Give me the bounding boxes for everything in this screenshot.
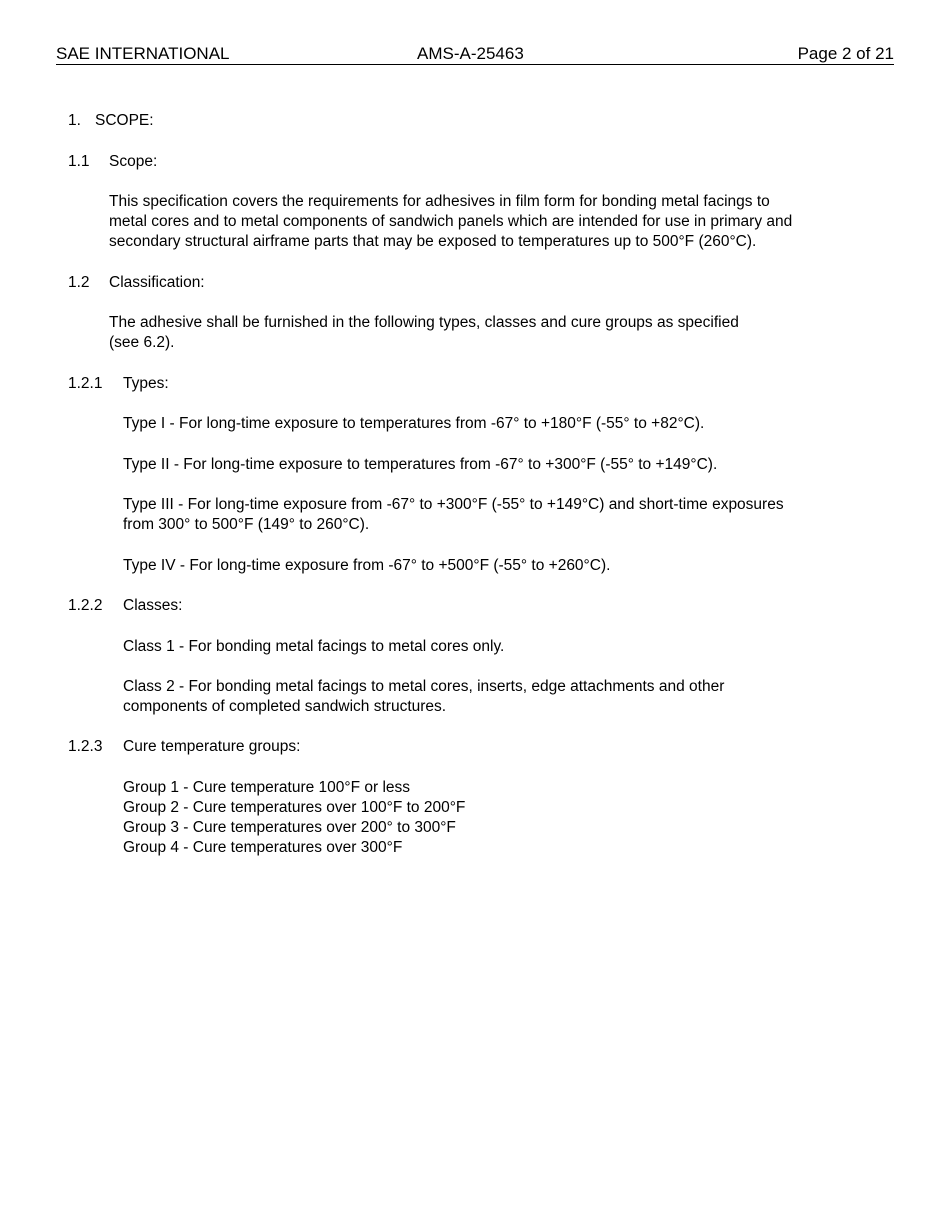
type-3-line: Type III - For long-time exposure from -67° to +300°F (-55° to +149°C) and short-time exposures bbox=[123, 496, 784, 513]
section-1-2-title: Classification: bbox=[109, 274, 205, 291]
header-organization: SAE INTERNATIONAL bbox=[56, 44, 230, 63]
type-3-line: from 300° to 500°F (149° to 260°C). bbox=[123, 516, 370, 533]
cure-groups-list bbox=[123, 778, 868, 858]
scope-line: secondary structural airframe parts that may be exposed to temperatures up to 500°F (260°C). bbox=[109, 233, 757, 250]
class-2-line: Class 2 - For bonding metal facings to metal cores, inserts, edge attachments and other bbox=[123, 678, 725, 695]
type-3-text bbox=[123, 495, 868, 535]
class-1-text: Class 1 - For bonding metal facings to metal cores only. bbox=[123, 638, 505, 655]
section-1-2-1-number: 1.2.1 bbox=[68, 375, 103, 392]
classification-line: (see 6.2). bbox=[109, 334, 175, 351]
section-1-title: SCOPE: bbox=[95, 112, 154, 129]
classification-paragraph bbox=[109, 313, 879, 353]
cure-group-item: Group 4 - Cure temperatures over 300°F bbox=[123, 839, 403, 856]
class-2-text bbox=[123, 677, 868, 717]
type-4-text: Type IV - For long-time exposure from -67° to +500°F (-55° to +260°C). bbox=[123, 557, 611, 574]
section-1-2-number: 1.2 bbox=[68, 274, 90, 291]
scope-line: metal cores and to metal components of sandwich panels which are intended for use in primary and bbox=[109, 213, 793, 230]
type-2-text: Type II - For long-time exposure to temperatures from -67° to +300°F (-55° to +149°C). bbox=[123, 456, 718, 473]
section-1-2-2-title: Classes: bbox=[123, 597, 183, 614]
section-1-2-2-number: 1.2.2 bbox=[68, 597, 103, 614]
section-1-1-number: 1.1 bbox=[68, 153, 90, 170]
cure-group-item: Group 2 - Cure temperatures over 100°F to 200°F bbox=[123, 799, 466, 816]
scope-line: This specification covers the requirements for adhesives in film form for bonding metal facings to bbox=[109, 193, 770, 210]
section-1-2-3-number: 1.2.3 bbox=[68, 738, 103, 755]
section-1-number: 1. bbox=[68, 112, 81, 129]
page-header bbox=[56, 44, 894, 65]
header-document-id: AMS-A-25463 bbox=[417, 44, 524, 63]
type-1-text: Type I - For long-time exposure to temperatures from -67° to +180°F (-55° to +82°C). bbox=[123, 415, 705, 432]
section-1-2-3-title: Cure temperature groups: bbox=[123, 738, 301, 755]
section-1-2-1-title: Types: bbox=[123, 375, 169, 392]
header-page-number: Page 2 of 21 bbox=[797, 44, 894, 63]
cure-group-item: Group 3 - Cure temperatures over 200° to 300°F bbox=[123, 819, 456, 836]
cure-group-item: Group 1 - Cure temperature 100°F or less bbox=[123, 779, 411, 796]
section-1-1-title: Scope: bbox=[109, 153, 158, 170]
classification-line: The adhesive shall be furnished in the following types, classes and cure groups as specified bbox=[109, 314, 739, 331]
scope-paragraph bbox=[109, 192, 879, 252]
class-2-line: components of completed sandwich structures. bbox=[123, 698, 447, 715]
